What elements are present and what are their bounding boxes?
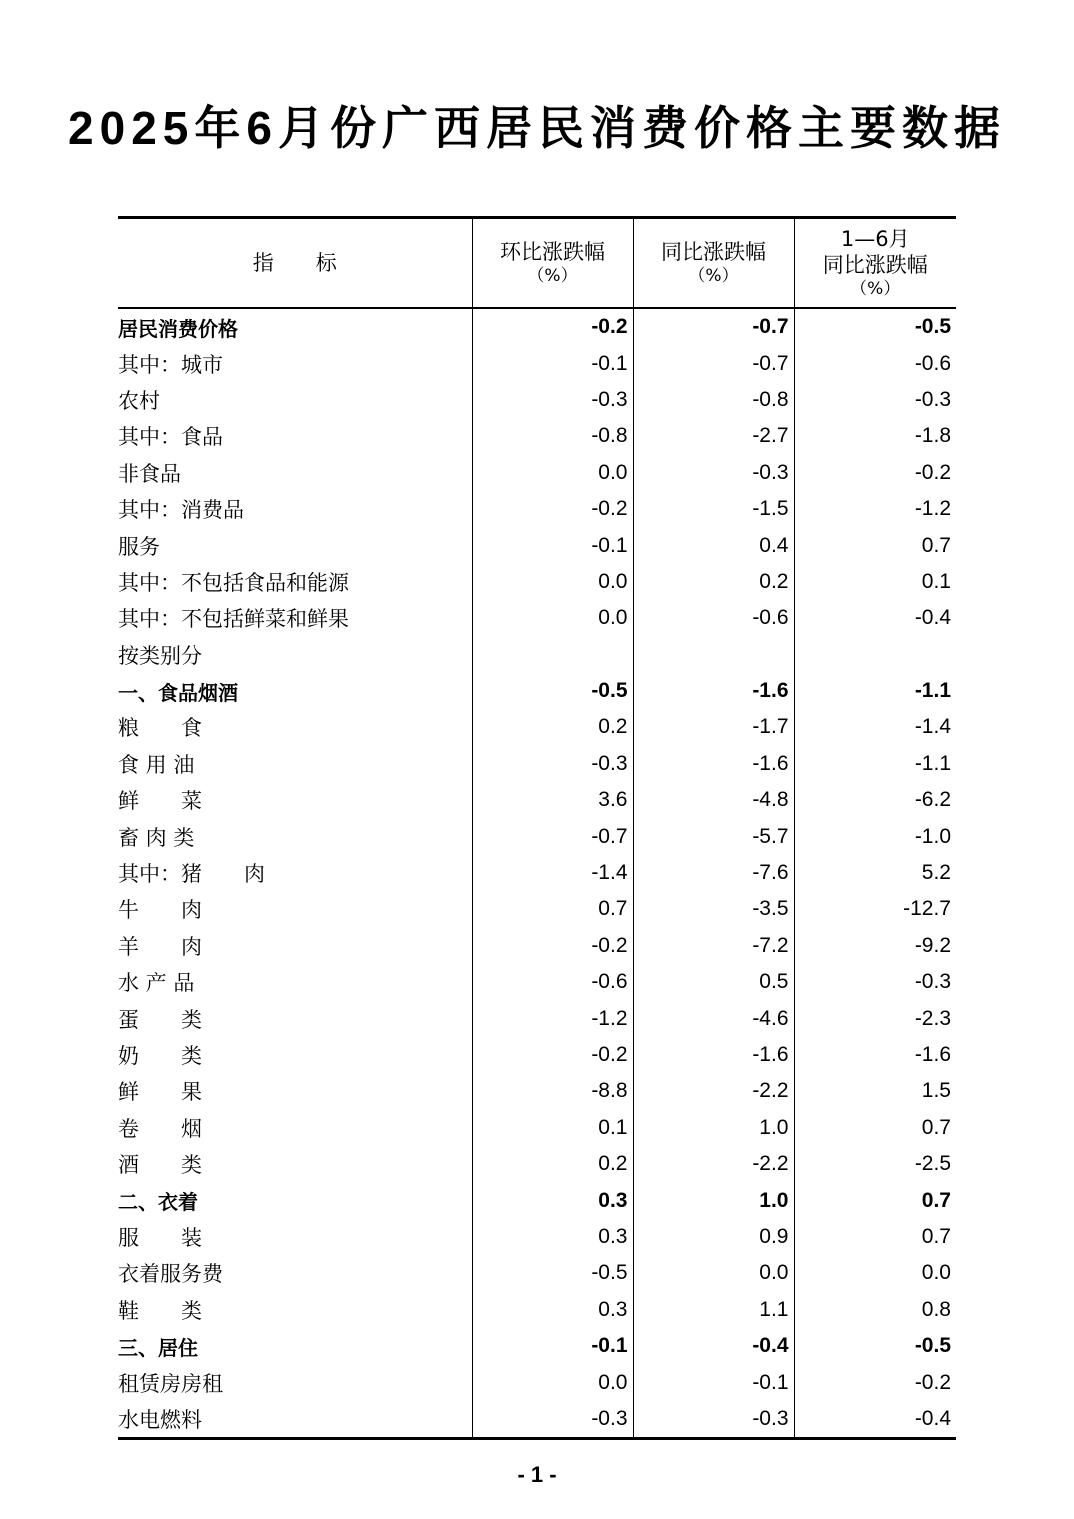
header-mom [472, 218, 633, 309]
table-row [118, 855, 956, 891]
row-label: 非食品 [118, 461, 181, 486]
row-value-ytd: -1.8 [794, 418, 956, 454]
row-value-ytd: -0.3 [794, 964, 956, 1000]
row-value-ytd: 0.0 [794, 1255, 956, 1291]
row-value-yoy: 0.5 [633, 964, 794, 1000]
row-value-ytd: 0.7 [794, 1219, 956, 1255]
row-value-yoy: -0.7 [633, 308, 794, 345]
row-label: 粮 食 [118, 716, 202, 741]
row-label: 食 用 油 [118, 752, 195, 777]
row-value-yoy: -5.7 [633, 818, 794, 854]
table-row [118, 1364, 956, 1400]
row-value-ytd: -1.2 [794, 491, 956, 527]
table-row [118, 1219, 956, 1255]
row-value-ytd: 0.7 [794, 1182, 956, 1218]
row-value-ytd: 0.7 [794, 527, 956, 563]
table-row [118, 1401, 956, 1439]
row-label: 畜 肉 类 [118, 825, 195, 850]
row-value-yoy: -0.1 [633, 1364, 794, 1400]
row-value-yoy: -3.5 [633, 891, 794, 927]
table-row [118, 382, 956, 418]
row-value-mom: -1.4 [472, 855, 633, 891]
header-indicator-label: 指 标 [252, 251, 337, 275]
row-label: 鞋 类 [118, 1298, 202, 1323]
row-value-ytd: 1.5 [794, 1073, 956, 1109]
row-value-yoy: -0.3 [633, 455, 794, 491]
row-value-mom: -0.6 [472, 964, 633, 1000]
row-value-mom: 0.3 [472, 1182, 633, 1218]
page-number: - 1 - [517, 1462, 557, 1487]
table-row [118, 1146, 956, 1182]
row-value-yoy: -1.5 [633, 491, 794, 527]
row-label: 水 产 品 [118, 971, 195, 996]
row-value-mom: -0.7 [472, 818, 633, 854]
table-row [118, 818, 956, 854]
row-value-yoy: 0.4 [633, 527, 794, 563]
row-value-mom: 0.2 [472, 709, 633, 745]
row-value-yoy: -2.7 [633, 418, 794, 454]
row-label: 奶 类 [118, 1044, 202, 1068]
row-label: 其中：食品 [118, 425, 223, 450]
row-value-mom: -0.3 [472, 746, 633, 782]
row-value-mom: -0.3 [472, 382, 633, 418]
table-row [118, 308, 956, 345]
row-value-yoy: -7.6 [633, 855, 794, 891]
row-value-yoy: -1.7 [633, 709, 794, 745]
row-value-ytd: -0.2 [794, 455, 956, 491]
row-value-ytd: -9.2 [794, 928, 956, 964]
row-value-ytd: -0.4 [794, 600, 956, 636]
row-value-ytd: -0.2 [794, 1364, 956, 1400]
row-value-ytd: -0.6 [794, 345, 956, 381]
row-label: 其中：猪 肉 [118, 862, 265, 887]
row-value-mom: -8.8 [472, 1073, 633, 1109]
row-value-ytd: -1.1 [794, 673, 956, 709]
row-value-ytd: -1.4 [794, 709, 956, 745]
table-row [118, 673, 956, 709]
table-row [118, 1182, 956, 1218]
row-value-ytd: -6.2 [794, 782, 956, 818]
row-value-yoy: -1.6 [633, 746, 794, 782]
table-header-row [118, 218, 956, 309]
table-row [118, 418, 956, 454]
table-row [118, 1037, 956, 1073]
header-ytd [794, 218, 956, 309]
row-value-ytd: -2.5 [794, 1146, 956, 1182]
table-row [118, 491, 956, 527]
row-value-mom: 0.3 [472, 1219, 633, 1255]
row-value-yoy: 1.0 [633, 1182, 794, 1218]
row-value-ytd: -0.4 [794, 1401, 956, 1439]
row-value-ytd: 0.7 [794, 1110, 956, 1146]
row-value-yoy: -0.3 [633, 1401, 794, 1439]
row-value-ytd [794, 637, 956, 673]
row-value-mom: -0.2 [472, 1037, 633, 1073]
header-ytd-unit: （%） [850, 279, 901, 299]
row-value-ytd: 0.8 [794, 1292, 956, 1328]
row-label: 其中：不包括食品和能源 [118, 570, 349, 595]
row-label: 鲜 果 [118, 1080, 202, 1105]
row-value-yoy: 0.0 [633, 1255, 794, 1291]
row-label: 一、食品烟酒 [118, 680, 238, 705]
table-row [118, 891, 956, 927]
table-row [118, 637, 956, 673]
row-value-yoy: -0.6 [633, 600, 794, 636]
table-row [118, 709, 956, 745]
row-label: 服 装 [118, 1225, 202, 1250]
row-value-ytd: 0.1 [794, 564, 956, 600]
row-value-mom: 0.1 [472, 1110, 633, 1146]
row-value-ytd: 5.2 [794, 855, 956, 891]
table-row [118, 1255, 956, 1291]
row-value-mom: -0.5 [472, 1255, 633, 1291]
header-yoy-label: 同比涨跌幅 [661, 240, 766, 264]
table-row [118, 564, 956, 600]
table-row [118, 455, 956, 491]
row-label: 其中：不包括鲜菜和鲜果 [118, 607, 349, 632]
table-row [118, 345, 956, 381]
cpi-data-table [118, 216, 956, 1440]
row-value-ytd: -12.7 [794, 891, 956, 927]
row-value-mom: 0.7 [472, 891, 633, 927]
row-value-yoy: 1.1 [633, 1292, 794, 1328]
row-label: 蛋 类 [118, 1007, 202, 1032]
row-value-mom: -0.8 [472, 418, 633, 454]
row-value-mom: 0.0 [472, 564, 633, 600]
header-ytd-period: 1—6月 [840, 227, 910, 251]
row-label: 酒 类 [118, 1153, 202, 1178]
row-value-ytd: -1.1 [794, 746, 956, 782]
row-value-mom: 0.0 [472, 455, 633, 491]
row-label: 租赁房房租 [118, 1371, 223, 1396]
row-label: 农村 [118, 388, 160, 413]
row-value-yoy: 0.9 [633, 1219, 794, 1255]
table-row [118, 1073, 956, 1109]
row-label: 卷 烟 [118, 1116, 202, 1141]
row-value-mom: 0.0 [472, 600, 633, 636]
table-row [118, 1000, 956, 1036]
row-label: 其中：消费品 [118, 498, 244, 523]
header-ytd-label: 同比涨跌幅 [822, 253, 928, 277]
row-value-yoy [633, 637, 794, 673]
row-value-mom: -0.3 [472, 1401, 633, 1439]
row-value-yoy: 0.2 [633, 564, 794, 600]
row-value-mom: 3.6 [472, 782, 633, 818]
row-value-ytd: -1.0 [794, 818, 956, 854]
table-row [118, 964, 956, 1000]
row-label: 鲜 菜 [118, 789, 202, 814]
row-value-ytd: -0.3 [794, 382, 956, 418]
header-indicator [118, 218, 472, 309]
table-row [118, 782, 956, 818]
row-value-mom: -0.1 [472, 527, 633, 563]
row-value-yoy: -0.8 [633, 382, 794, 418]
row-value-ytd: -2.3 [794, 1000, 956, 1036]
row-value-mom: -0.2 [472, 928, 633, 964]
row-label: 按类别分 [118, 643, 202, 668]
header-mom-label: 环比涨跌幅 [500, 240, 605, 264]
row-value-ytd: -0.5 [794, 308, 956, 345]
table-row [118, 527, 956, 563]
row-value-ytd: -1.6 [794, 1037, 956, 1073]
row-label: 水电燃料 [118, 1401, 472, 1439]
row-value-mom: 0.3 [472, 1292, 633, 1328]
row-value-yoy: -0.4 [633, 1328, 794, 1364]
table-row [118, 600, 956, 636]
row-value-yoy: -0.7 [633, 345, 794, 381]
row-label: 牛 肉 [118, 898, 202, 923]
row-value-yoy: -2.2 [633, 1146, 794, 1182]
row-value-mom: -0.1 [472, 1328, 633, 1364]
row-value-yoy: 1.0 [633, 1110, 794, 1146]
table-row [118, 1292, 956, 1328]
row-value-yoy: -4.6 [633, 1000, 794, 1036]
row-value-yoy: -7.2 [633, 928, 794, 964]
row-value-mom: -1.2 [472, 1000, 633, 1036]
row-value-mom [472, 637, 633, 673]
header-mom-unit: （%） [527, 266, 578, 286]
row-value-mom: 0.2 [472, 1146, 633, 1182]
row-label: 居民消费价格 [118, 316, 238, 341]
row-value-mom: -0.1 [472, 345, 633, 381]
row-value-yoy: -1.6 [633, 673, 794, 709]
row-label: 羊 肉 [118, 934, 202, 959]
table-row [118, 1328, 956, 1364]
row-value-mom: 0.0 [472, 1364, 633, 1400]
row-label: 三、居住 [118, 1335, 198, 1360]
row-value-mom: -0.2 [472, 308, 633, 345]
row-label: 其中：城市 [118, 352, 223, 377]
table-row [118, 746, 956, 782]
page-title: 2025年6月份广西居民消费价格主要数据 [68, 102, 1006, 154]
table-row [118, 1110, 956, 1146]
row-value-mom: -0.5 [472, 673, 633, 709]
header-yoy [633, 218, 794, 309]
row-label: 服务 [118, 534, 160, 559]
row-value-yoy: -1.6 [633, 1037, 794, 1073]
header-yoy-unit: （%） [688, 266, 739, 286]
row-value-mom: -0.2 [472, 491, 633, 527]
row-label: 衣着服务费 [118, 1262, 223, 1287]
row-label: 二、衣着 [118, 1190, 198, 1215]
table-row [118, 928, 956, 964]
row-value-yoy: -2.2 [633, 1073, 794, 1109]
row-value-yoy: -4.8 [633, 782, 794, 818]
row-value-ytd: -0.5 [794, 1328, 956, 1364]
